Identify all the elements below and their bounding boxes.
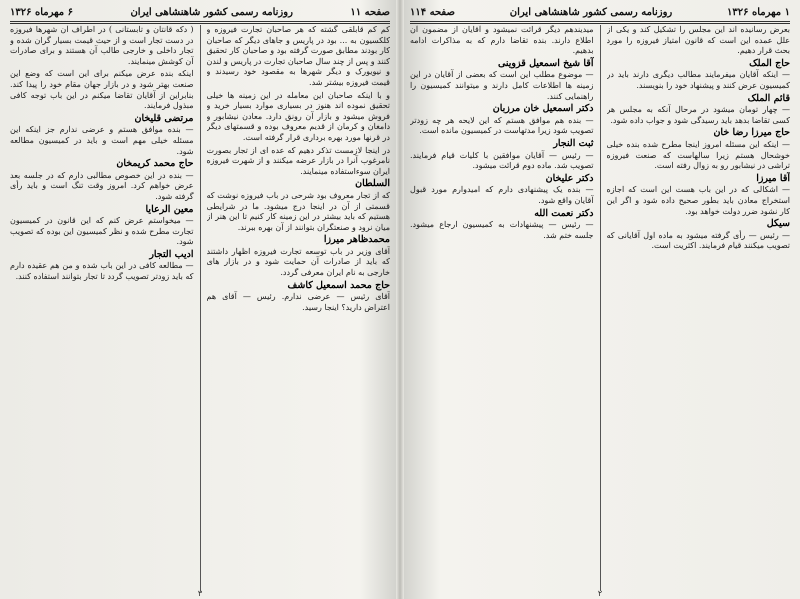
speaker-heading: دکتر نعمت الله	[534, 207, 594, 219]
paragraph: — اینکه این مسئله امروز اینجا مطرح شده بنده خیلی خوشحال هستم زیرا سالهاست که صنعت فیروزه تراشی در نیشابور رو به زوال رفته است.	[606, 139, 790, 171]
paragraph: — رئیس — پیشنهادات به کمیسیون ارجاع میشود. جلسه ختم شد.	[410, 220, 594, 240]
right-page-header	[410, 4, 790, 20]
right-header-page-label: صفحه ۱۱۴	[410, 6, 455, 18]
left-header-title: روزنامه رسمی کشور شاهنشاهی ایران	[130, 6, 293, 18]
right-page-number: ۲	[597, 589, 603, 598]
left-column-2	[10, 25, 194, 591]
paragraph: — رئیس — آقایان موافقین با کلیات قیام فرمایند. تصویب شد. ماده دوم قرائت میشود.	[410, 150, 594, 171]
paragraph: — مطالعه کافی در این باب شده و من هم عقیده دارم که باید زودتر تصویب گردد تا تجار بتوانند استفاده کنند.	[10, 261, 194, 282]
left-header-page-label: صفحه ۱۱	[350, 6, 390, 18]
paragraph: — چهار تومان میشود در مرحال آنکه به مجلس هر کسی تقاضا بدهد باید رسیدگی شود و جواب داده شود.	[606, 105, 790, 125]
speaker-heading: مرتضی قلیخان	[134, 112, 194, 124]
right-header-date: ۱ مهرماه ۱۳۲۶	[727, 6, 790, 18]
speaker-heading: حاج الملک	[749, 57, 790, 69]
speaker-heading: معین الرعایا	[145, 203, 194, 215]
left-header-date: ۶ مهرماه ۱۳۲۶	[10, 6, 73, 18]
speaker-heading: ثبت النجار	[553, 137, 594, 149]
speaker-heading: دکتر اسمعیل خان مرزبان	[492, 103, 594, 115]
paragraph: — میخواستم عرض کنم که این قانون در کمیسیون تجارت مطرح شده و نظر کمیسیون این بوده که تصویب شود.	[10, 216, 194, 247]
paragraph: اینکه بنده عرض میکنم برای این است که وضع این صنعت بهتر شود و در بازار جهان مقام خود را پیدا کند. بنابراین از آقایان تقاضا میکنم در این باب توجه کافی مبذول فرمایند.	[10, 69, 194, 111]
right-column-divider	[600, 25, 601, 591]
right-columns	[410, 25, 790, 591]
left-page-header	[10, 4, 390, 20]
paragraph: — اشکالی که در این باب هست این است که اجازه استخراج معادن باید بطور صحیح داده شود و اگر این کار نشود ضرر دولت خواهد بود.	[606, 185, 790, 216]
speaker-heading: سیکل	[766, 218, 790, 230]
speaker-heading: حاج میرزا رضا خان	[713, 127, 790, 139]
speaker-heading: ادیب التجار	[149, 248, 194, 260]
left-column-divider	[200, 25, 201, 591]
speaker-heading: حاج محمد اسمعیل کاشف	[287, 279, 390, 291]
paragraph: کم کم قابلقی گشته که هر صاحبان تجارت فیروزه و کلکسیون به ... بود در پاریس و جاهای دیگر که صاحبان کار بودند مطابق صورت گرفته بود و صاحبان کار تحقیق کنند و پس از چند سال صاحبان تجارت در پاریس و لندن و نیویورک و دیگر شهرها به مقصود خود رسیدند و قیمت فیروزه بیشتر شد.	[206, 25, 390, 87]
paragraph: — بنده در این خصوص مطالبی دارم که در جلسه بعد عرض خواهم کرد. امروز وقت تنگ است و باید رأی گرفته شود.	[10, 170, 194, 201]
speaker-heading: السلطان	[355, 178, 390, 190]
paragraph: آقای رئیس — عرضی ندارم. رئیس — آقای هم اعتراض دارید؟ اینجا رسید.	[206, 292, 390, 312]
paragraph: — اینکه آقایان میفرمایند مطالب دیگری دارند باید در کمیسیون عرض کنند و پیشنهاد خود را بنویسند.	[606, 70, 790, 90]
paragraph: که از تجار معروف بود شرحی در باب فیروزه نوشت که قسمتی از آن در اینجا درج میشود. ما در شرایطی هستیم که باید بیشتر در این زمینه کار کنیم تا این هنر از میان نرود و صنعتگران بتوانند از آن بهره ببرند.	[206, 190, 390, 232]
speaker-heading: دکتر علیخان	[545, 172, 594, 184]
speaker-heading: آقا شیخ اسمعیل قزوینی	[498, 57, 594, 69]
speaker-heading: قائم الملک	[747, 92, 790, 104]
left-columns	[10, 25, 390, 591]
paragraph: میدیندهم دیگر قرائت نمیشود و آقایان از مضمون آن اطلاع دارند. بنده تقاضا دارم که به مذاکرات ادامه بدهیم.	[410, 25, 594, 56]
paragraph: — بنده موافق هستم و عرضی ندارم جز اینکه این مسئله خیلی مهم است و باید در کمیسیون مطالعه شود.	[10, 125, 194, 156]
page-fold	[396, 0, 404, 599]
right-header-title: روزنامه رسمی کشور شاهنشاهی ایران	[509, 6, 673, 18]
paragraph: — موضوع مطلب این است که بعضی از آقایان در این زمینه ها اطلاعات کامل دارند و میتوانند کمیسیون را راهنمایی کنند.	[410, 70, 594, 101]
paragraph: — بنده یک پیشنهادی دارم که امیدوارم مورد قبول آقایان واقع شود.	[410, 185, 594, 205]
paragraph: بعرض رسانیده اند این مجلس را تشکیل کند و یکی از علل عمده این است که قانون امتیاز فیروزه را مورد بحث قرار دهیم.	[606, 25, 790, 56]
paragraph: آقای وزیر در باب توسعه تجارت فیروزه اظهار داشتند که باید از صادرات آن حمایت شود و در بازار های خارجی به نام ایران معرفی گردد.	[206, 246, 390, 278]
right-column-2	[410, 25, 594, 591]
paragraph: در اینجا لازمست تذکر دهیم که عده ای از تجار بصورت نامرغوب آنرا در بازار عرضه میکنند و از شهرت فیروزه ایران سوءاستفاده مینمایند.	[206, 145, 390, 176]
left-column-1	[207, 25, 391, 591]
speaker-heading: آقا میرزا	[756, 172, 790, 184]
right-column-1	[607, 25, 791, 591]
paragraph: و با اینکه صاحبان این معامله در این زمینه ها خیلی تحقیق نموده اند هنوز در بسیاری موارد بسیار خرید و فروش میشود و بازار آن رونق دارد. معادن نیشابور و دامغان و کرمان از قدیم معروف بوده و قسمتهای دیگر در قرنها مورد بهره برداری قرار گرفته است.	[206, 90, 390, 142]
speaker-heading: محمدظاهر میرزا	[323, 234, 390, 246]
left-header-rule	[10, 21, 390, 24]
paragraph: — بنده هم موافق هستم که این لایحه هر چه زودتر تصویب شود زیرا مدتهاست در کمیسیون مانده است.	[410, 115, 594, 136]
left-page	[4, 0, 396, 599]
speaker-heading: حاج محمد کریمخان	[116, 158, 194, 170]
paragraph: — رئیس — رأی گرفته میشود به ماده اول آقایانی که تصویب میکنند قیام فرمایند. اکثریت است.	[606, 230, 790, 251]
right-header-rule	[410, 21, 790, 24]
left-page-number: ۳	[197, 589, 203, 598]
right-page	[404, 0, 796, 599]
paragraph: ( دکه قانتان و تابستانی ) در اطراف آن شهرها فیروزه در دست تجار است و از حیث قیمت بسیار گران شده و تجار داخلی و خارجی طالب آن هستند و برای صادرات آن کوشش مینمایند.	[10, 25, 194, 66]
